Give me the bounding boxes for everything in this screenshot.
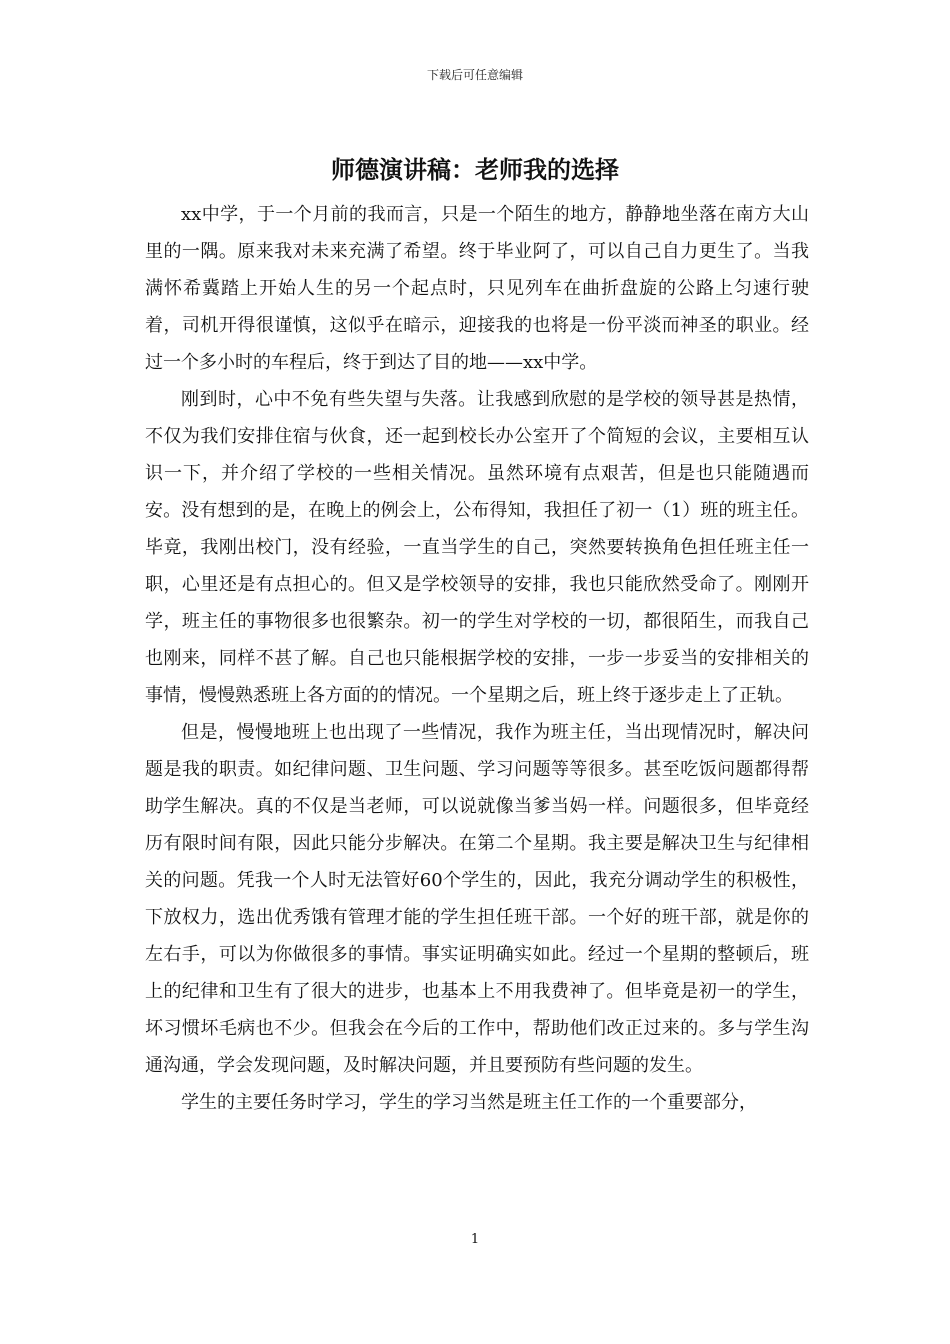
paragraph-1: xx中学，于一个月前的我而言，只是一个陌生的地方，静静地坐落在南方大山里的一隅。原来我对未来充满了希望。终于毕业阿了，可以自己自力更生了。当我满怀希冀踏上开始人生的另一个起点时，只见列车在曲折盘旋的公路上匀速行驶着，司机开得很谨慎，这似乎在暗示，迎接我的也将是一份平淡而神圣的职业。经过一个多小时的车程后，终于到达了目的地——xx中学。 [145, 204, 809, 373]
paragraph-2: 刚到时，心中不免有些失望与失落。让我感到欣慰的是学校的领导甚是热情，不仅为我们安排住宿与伙食，还一起到校长办公室开了个简短的会议，主要相互认识一下，并介绍了学校的一些相关情况。虽然环境有点艰苦，但是也只能随遇而安。没有想到的是，在晚上的例会上，公布得知，我担任了初一（1）班的班主任。毕竟，我刚出校门，没有经验，一直当学生的自己，突然要转换角色担任班主任一职，心里还是有点担心的。但又是学校领导的安排，我也只能欣然受命了。刚刚开学，班主任的事物很多也很繁杂。初一的学生对学校的一切，都很陌生，而我自己也刚来，同样不甚了解。自己也只能根据学校的安排，一步一步妥当的安排相关的事情，慢慢熟悉班上各方面的的情况。一个星期之后，班上终于逐步走上了正轨。 [145, 389, 809, 706]
document-title: 师德演讲稿：老师我的选择 [331, 156, 619, 184]
paragraph-3: 但是，慢慢地班上也出现了一些情况，我作为班主任，当出现情况时，解决问题是我的职责。如纪律问题、卫生问题、学习问题等等很多。甚至吃饭问题都得帮助学生解决。真的不仅是当老师，可以说就像当爹当妈一样。问题很多，但毕竟经历有限时间有限，因此只能分步解决。在第二个星期。我主要是解决卫生与纪律相关的问题。凭我一个人时无法管好60个学生的，因此，我充分调动学生的积极性，下放权力，选出优秀饿有管理才能的学生担任班干部。一个好的班干部，就是你的左右手，可以为你做很多的事情。事实证明确实如此。经过一个星期的整顿后，班上的纪律和卫生有了很大的进步，也基本上不用我费神了。但毕竟是初一的学生，坏习惯坏毛病也不少。但我会在今后的工作中，帮助他们改正过来的。多与学生沟通沟通，学会发现问题，及时解决问题，并且要预防有些问题的发生。 [145, 722, 809, 1076]
page-number: 1 [470, 1232, 480, 1247]
paragraph-4: 学生的主要任务时学习，学生的学习当然是班主任工作的一个重要部分， [181, 1092, 757, 1113]
page-header-note: 下载后可任意编辑 [426, 68, 523, 82]
document-body [145, 196, 809, 1121]
